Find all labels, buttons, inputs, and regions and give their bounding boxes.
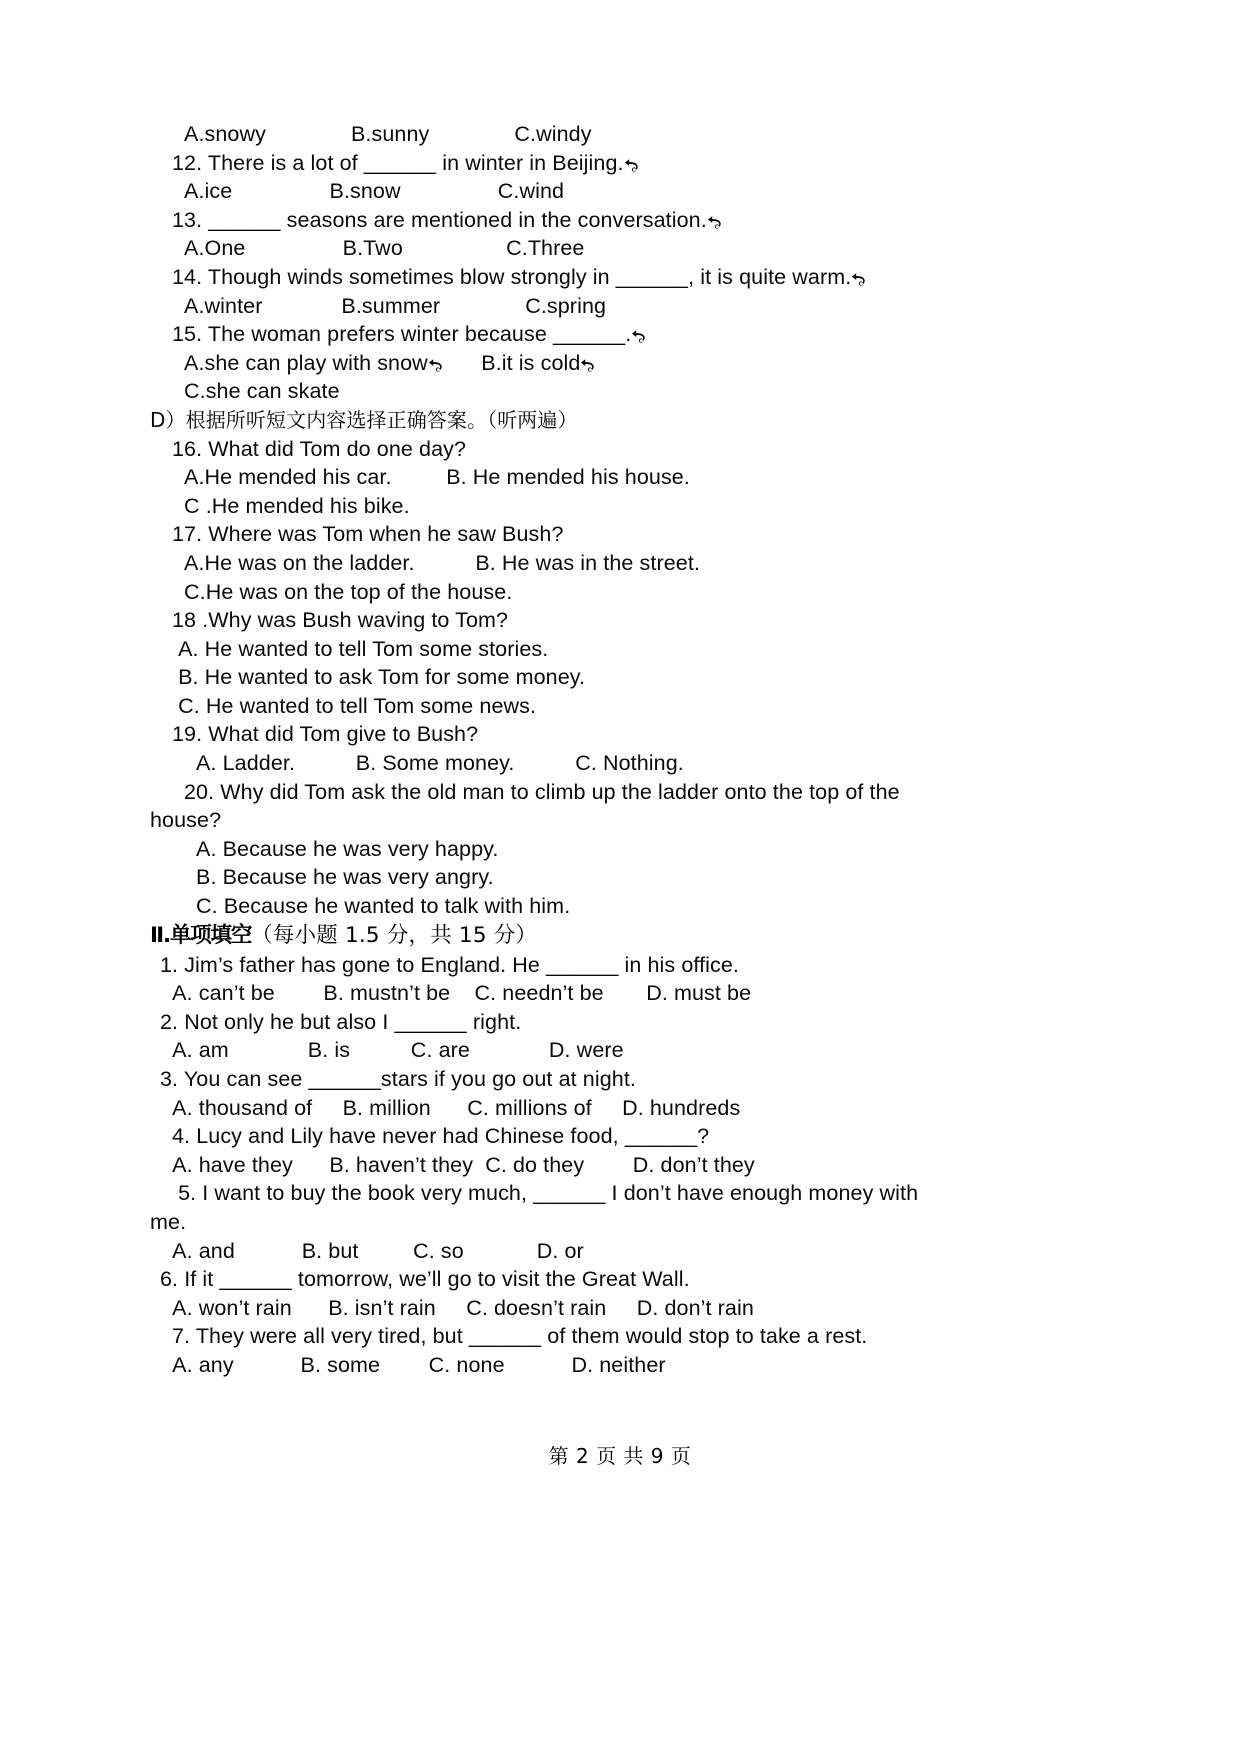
question-line [150,349,1090,378]
line-text: 15. The woman prefers winter because ______. [172,322,632,347]
page-footer: 第 2 页 共 9 页 [548,1444,692,1468]
question-line [150,292,1090,321]
passage-directive: D）根据所听短文内容选择正确答案。（听两遍） [150,407,578,432]
line-text: A.He was on the ladder. B. He was in the street. [184,550,700,575]
question-line [150,1351,1090,1380]
curved-arrow-icon [428,358,445,372]
question-line [150,663,1090,692]
line-text: A.winter B.summer C.spring [184,293,607,318]
line-text: 6. If it ______ tomorrow, we’ll go to visit the Great Wall. [160,1267,690,1292]
line-text: A. thousand of B. million C. millions of D. hundreds [160,1095,741,1120]
section-note: （每小题 1.5 分，共 15 分） [251,922,538,948]
line-text: 2. Not only he but also I ______ right. [160,1009,522,1034]
line-text-secondary: B.it is cold [444,350,581,375]
curved-arrow-icon [851,272,868,286]
line-text: 20. Why did Tom ask the old man to climb up the ladder onto the top of the [184,779,900,804]
line-text: A. won’t rain B. isn’t rain C. doesn’t rain D. don’t rain [160,1295,754,1320]
question-line [150,263,1090,292]
line-text: A.One B.Two C.Three [184,236,585,261]
line-text: A. any B. some C. none D. neither [160,1352,666,1377]
question-line [150,1008,1090,1037]
section-dot: . [162,922,170,948]
question-line [150,549,1090,578]
question-line [150,720,1090,749]
section-heading-multiple-choice [150,921,1090,951]
listening-questions-block [150,120,1090,406]
line-text: me. [150,1209,187,1234]
question-line [150,835,1090,864]
question-line [150,749,1090,778]
question-line [150,1122,1090,1151]
question-line [150,463,1090,492]
question-line [150,951,1090,980]
line-text: 4. Lucy and Lily have never had Chinese food, ______? [172,1124,710,1149]
line-text: A. Because he was very happy. [196,836,499,861]
line-text: C. Because he wanted to talk with him. [196,894,571,919]
multiple-choice-block [150,951,1090,1380]
page-content [150,120,1090,1380]
curved-arrow-icon [707,215,724,229]
line-text: A. have they B. haven’t they C. do they D. don’t they [160,1152,755,1177]
question-line [150,635,1090,664]
question-line [150,1294,1090,1323]
question-line [150,1322,1090,1351]
section-title: 单项填空 [169,922,252,948]
question-line [150,1208,1090,1237]
line-text: A.she can play with snow [184,350,428,375]
line-text: 7. They were all very tired, but ______ of them would stop to take a rest. [172,1324,868,1349]
line-text: 17. Where was Tom when he saw Bush? [172,522,564,547]
line-text: A.snowy B.sunny C.windy [184,122,592,146]
question-line [150,149,1090,178]
line-text: A. can’t be B. mustn’t be C. needn’t be D. must be [160,981,752,1006]
question-line [150,435,1090,464]
question-line [150,692,1090,721]
line-text: A.ice B.snow C.wind [184,179,565,204]
line-text: C.He was on the top of the house. [184,579,513,604]
line-text: 3. You can see ______stars if you go out at night. [160,1067,636,1091]
question-line [150,806,1090,835]
question-line [150,1036,1090,1065]
line-text: 13. ______ seasons are mentioned in the conversation. [172,207,707,232]
curved-arrow-icon [631,329,648,343]
question-line [150,892,1090,921]
line-text: A. Ladder. B. Some money. C. Nothing. [196,751,684,776]
line-text: 19. What did Tom give to Bush? [172,722,479,747]
line-text: 14. Though winds sometimes blow strongly in ______, it is quite warm. [172,264,852,289]
question-line [150,1065,1090,1094]
question-line [150,1265,1090,1294]
line-text: C .He mended his bike. [184,493,410,518]
line-text: 1. Jim’s father has gone to England. He ______ in his office. [160,952,740,977]
line-text: A. and B. but C. so D. or [160,1238,584,1263]
question-line [150,120,1090,149]
question-line [150,1094,1090,1123]
question-line [150,1179,1090,1208]
question-line [150,778,1090,807]
question-line [150,520,1090,549]
question-line [150,863,1090,892]
line-text: B. He wanted to ask Tom for some money. [172,665,586,690]
line-text: A. am B. is C. are D. were [160,1038,624,1063]
line-text: A.He mended his car. B. He mended his house. [184,465,690,490]
question-line [150,234,1090,263]
question-line [150,206,1090,235]
question-line [150,492,1090,521]
curved-arrow-icon [624,158,641,172]
question-line [150,979,1090,1008]
line-text: 5. I want to buy the book very much, ______ I don’t have enough money with [172,1181,919,1206]
question-line [150,320,1090,349]
line-text: 18 .Why was Bush waving to Tom? [172,608,509,633]
line-text: C. He wanted to tell Tom some news. [172,693,537,718]
line-text: 12. There is a lot of ______ in winter in Beijing. [172,150,624,175]
line-text: B. Because he was very angry. [196,865,494,890]
question-line [150,1151,1090,1180]
line-text: C.she can skate [184,379,340,404]
question-line [150,1237,1090,1266]
question-line [150,177,1090,206]
section-number: Ⅱ [150,922,163,948]
question-line [150,578,1090,607]
question-line [150,606,1090,635]
passage-questions-block [150,435,1090,921]
line-text: house? [150,808,222,833]
line-text: A. He wanted to tell Tom some stories. [172,636,549,661]
line-text: 16. What did Tom do one day? [172,436,467,461]
curved-arrow-icon [580,358,597,372]
question-line [150,377,1090,406]
